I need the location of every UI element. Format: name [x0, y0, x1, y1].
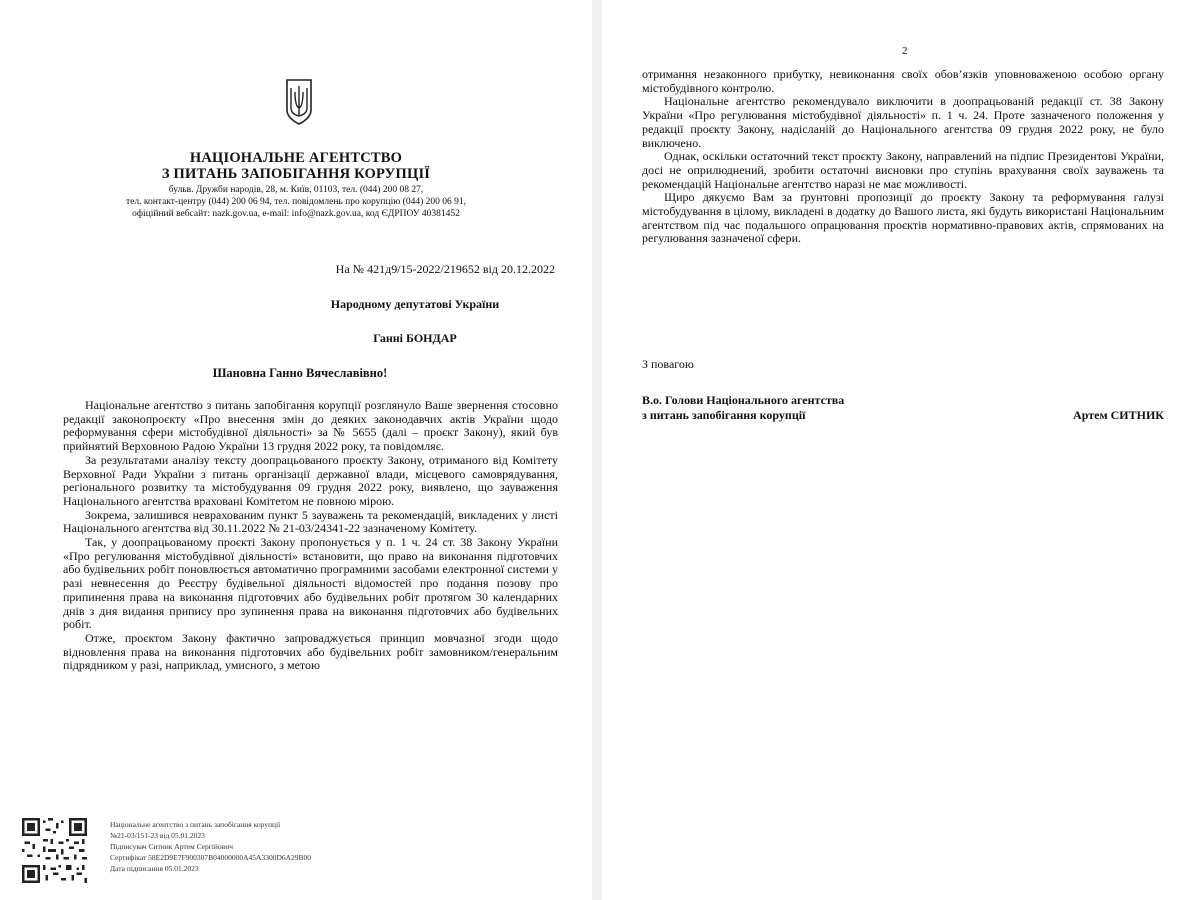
contact-line1: бульв. Дружби народів, 28, м. Київ, 01103, тел. (044) 200 08 27,: [168, 185, 424, 195]
page-number: 2: [902, 45, 908, 57]
contact-line2: тел. контакт-центру (044) 200 06 94, тел. повідомлень про корупцію (044) 200 06 91,: [125, 197, 467, 207]
letter-page-1: [0, 0, 592, 900]
signature-line: Сертифікат 58E2D9E7F900307B04000000A45A3300D6A29B00: [110, 853, 312, 862]
letter-page-2: [602, 0, 1200, 900]
signatory-role-line2: з питань запобігання корупції: [642, 408, 806, 422]
paragraph: Отже, проєктом Закону фактично запроваджується принцип мовчазної згоди щодо відновлення права на виконання підготовчих або будівельних робіт замовником/генеральним підрядником у разі, наприклад, умисного, з метою: [63, 630, 558, 673]
addressee-role: Народному депутатові України: [330, 297, 500, 311]
paragraph: отримання незаконного прибутку, невиконання своїх обов’язків уповноваженою особою органу містобудівного контролю.: [642, 67, 1164, 95]
letter-body-page2: [642, 68, 1164, 246]
signature-line: Підписувач Ситник Артем Сергійович: [110, 842, 233, 851]
qr-code-icon: [22, 818, 87, 883]
letter-body-page1: [63, 399, 558, 673]
paragraph: Однак, оскільки остаточний текст проєкту Закону, направлений на підпис Президентові України, досі не оприлюднений, зробити остаточні висновки про ступінь врахування своїх зауважень та рекомендацій Національне агентство наразі не має можливості.: [642, 149, 1164, 191]
agency-title-line2: З ПИТАНЬ ЗАПОБІГАННЯ КОРУПЦІЇ: [161, 166, 431, 182]
digital-signature-stamp: [110, 819, 311, 874]
signatory-role: [642, 393, 844, 423]
paragraph: Так, у доопрацьованому проєкті Закону пропонується у п. 1 ч. 24 ст. 38 Закону України «Про регулювання містобудівної діяльності» встановити, що право на виконання підготовчих або будівельних робіт поновлюється автоматично програмними засобами електронної системи у разі невнесення до Реєстру будівельної діяльності відомостей про подання позову про припинення права на виконання підготовчих або будівельних робіт протягом 30 календарних днів з дня видання припису про зупинення права на виконання підготовчих або будівельних робіт.: [63, 535, 558, 632]
signatory-role-line1: В.о. Голови Національного агентства: [642, 393, 845, 407]
agency-title-line1: НАЦІОНАЛЬНЕ АГЕНТСТВО: [189, 150, 403, 166]
closing-regards: З повагою: [642, 357, 694, 371]
paragraph: Зокрема, залишився неврахованим пункт 5 зауважень та рекомендацій, викладених у листі Національного агентства від 30.11.2022 № 21-03/24341-22 зазначеному Комітету.: [63, 507, 558, 536]
signature-line: Дата підписання 05.01.2023: [110, 864, 199, 873]
paragraph: За результатами аналізу тексту доопрацьованого проєкту Закону, отриманого від Комітету Верховної Ради України з питань організації державної влади, місцевого самоврядування, регіонального розвитку та містобудування 09 грудня 2022 року, виявлено, що зауваження Національного агентства враховані Комітетом не повною мірою.: [63, 452, 558, 508]
trident-emblem-icon: [284, 78, 314, 126]
contact-line3: офіційний вебсайт: nazk.gov.ua, e-mail: info@nazk.gov.ua, код ЄДРПОУ 40381452: [132, 209, 460, 219]
page-divider: [592, 0, 602, 900]
reference-number: На № 421д9/15-2022/219652 від 20.12.2022: [335, 262, 555, 276]
paragraph: Щиро дякуємо Вам за ґрунтовні пропозиції до проєкту Закону та реформування галузі містобудування в цілому, викладені в додатку до Вашого листа, які будуть використані Національним агентством під час подальшого опрацювання проєктів нормативно-правових актів, спрямованих на регулювання зазначеної сфери.: [642, 190, 1164, 246]
signatory-name: Артем СИТНИК: [1073, 408, 1164, 422]
paragraph: Національне агентство рекомендувало виключити в доопрацьованій редакції ст. 38 Закону України «Про регулювання містобудівної діяльності» п. 1 ч. 24. Проте зазначеного положення у редакції проєкту Закону, надісланій до Національного агентства 09 грудня 2022 року, не було виключено.: [642, 94, 1164, 150]
paragraph: Національне агентство з питань запобігання корупції розглянуло Ваше звернення стосовно редакції законопроєкту «Про внесення змін до деяких законодавчих актів України щодо реформування сфери містобудівної діяльності» за № 5655 (далі – проєкт Закону), який був прийнятий Верховною Радою України 13 грудня 2022 року, та повідомляє.: [63, 398, 558, 454]
salutation: Шановна Ганно Вячеславівно!: [212, 366, 388, 380]
addressee-name: Ганні БОНДАР: [373, 331, 457, 345]
signature-line: Національне агентство з питань запобігання корупції: [110, 820, 281, 829]
signature-line: №21-03/151-23 від 05.01.2023: [110, 831, 205, 840]
